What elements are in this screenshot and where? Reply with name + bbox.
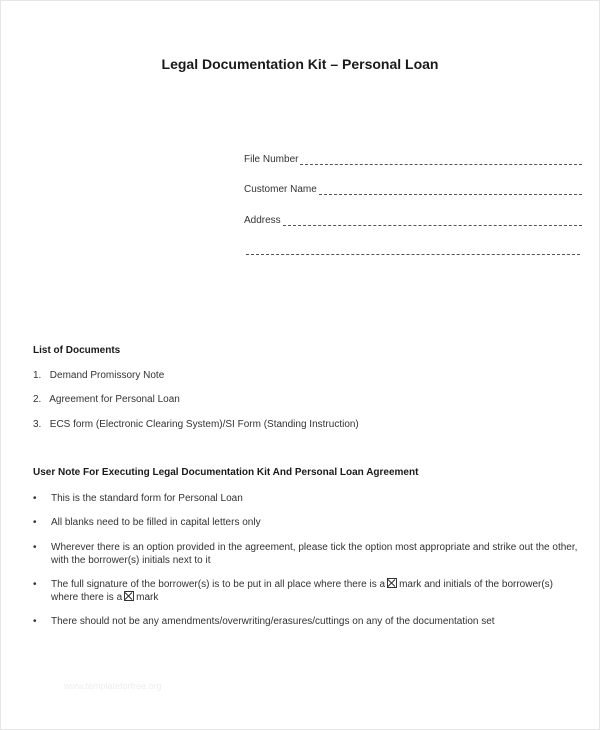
- address-label: Address: [244, 215, 281, 226]
- bullet-icon: •: [33, 493, 37, 504]
- bullet-icon: •: [33, 616, 37, 627]
- x-box-icon: [387, 578, 397, 588]
- address-field[interactable]: [244, 215, 582, 226]
- customer-name-line[interactable]: [319, 186, 582, 195]
- note-item: [33, 541, 581, 567]
- note-text-part: mark and initials of the borrower(s) where there is a: [51, 579, 554, 603]
- document-item-number: 2.: [33, 394, 42, 405]
- note-item: [33, 578, 581, 604]
- document-item-number: 3.: [33, 419, 42, 430]
- document-title: Legal Documentation Kit – Personal Loan: [161, 56, 439, 72]
- file-number-label: File Number: [244, 154, 299, 165]
- bullet-icon: •: [33, 542, 37, 553]
- bullet-icon: •: [33, 517, 37, 528]
- list-heading: List of Documents: [33, 345, 121, 356]
- note-item: [33, 492, 581, 505]
- document-item: [33, 394, 180, 405]
- x-box-icon: [124, 591, 134, 601]
- file-number-field[interactable]: [244, 154, 582, 165]
- note-text-part: The full signature of the borrower(s) is to be put in all place where there is a: [51, 579, 386, 590]
- customer-name-label: Customer Name: [244, 184, 317, 195]
- document-item-number: 1.: [33, 370, 42, 381]
- bullet-icon: •: [33, 579, 37, 590]
- note-text: [51, 578, 581, 604]
- note-text: This is the standard form for Personal Loan: [51, 493, 243, 504]
- file-number-line[interactable]: [300, 156, 582, 165]
- note-item: [33, 516, 581, 529]
- note-text: Wherever there is an option provided in the agreement, please tick the option most appropriate and strike out the other, with the borrower(s) initials next to it: [51, 542, 578, 566]
- document-item: [33, 370, 164, 381]
- document-item-text: Agreement for Personal Loan: [49, 394, 180, 405]
- note-text-part: mark: [136, 592, 159, 603]
- address-line-2[interactable]: [246, 254, 580, 255]
- document-item-text: Demand Promissory Note: [49, 370, 165, 381]
- user-note-heading: User Note For Executing Legal Documentation Kit And Personal Loan Agreement: [33, 467, 419, 478]
- document-item-text: ECS form (Electronic Clearing System)/SI Form (Standing Instruction): [49, 419, 359, 430]
- watermark: www.templateforfree.org: [64, 681, 162, 691]
- customer-name-field[interactable]: [244, 184, 582, 195]
- note-item: [33, 615, 581, 628]
- document-item: [33, 419, 359, 430]
- note-text: All blanks need to be filled in capital letters only: [51, 517, 261, 528]
- address-line[interactable]: [283, 217, 582, 226]
- note-text: There should not be any amendments/overwriting/erasures/cuttings on any of the documentation set: [51, 616, 495, 627]
